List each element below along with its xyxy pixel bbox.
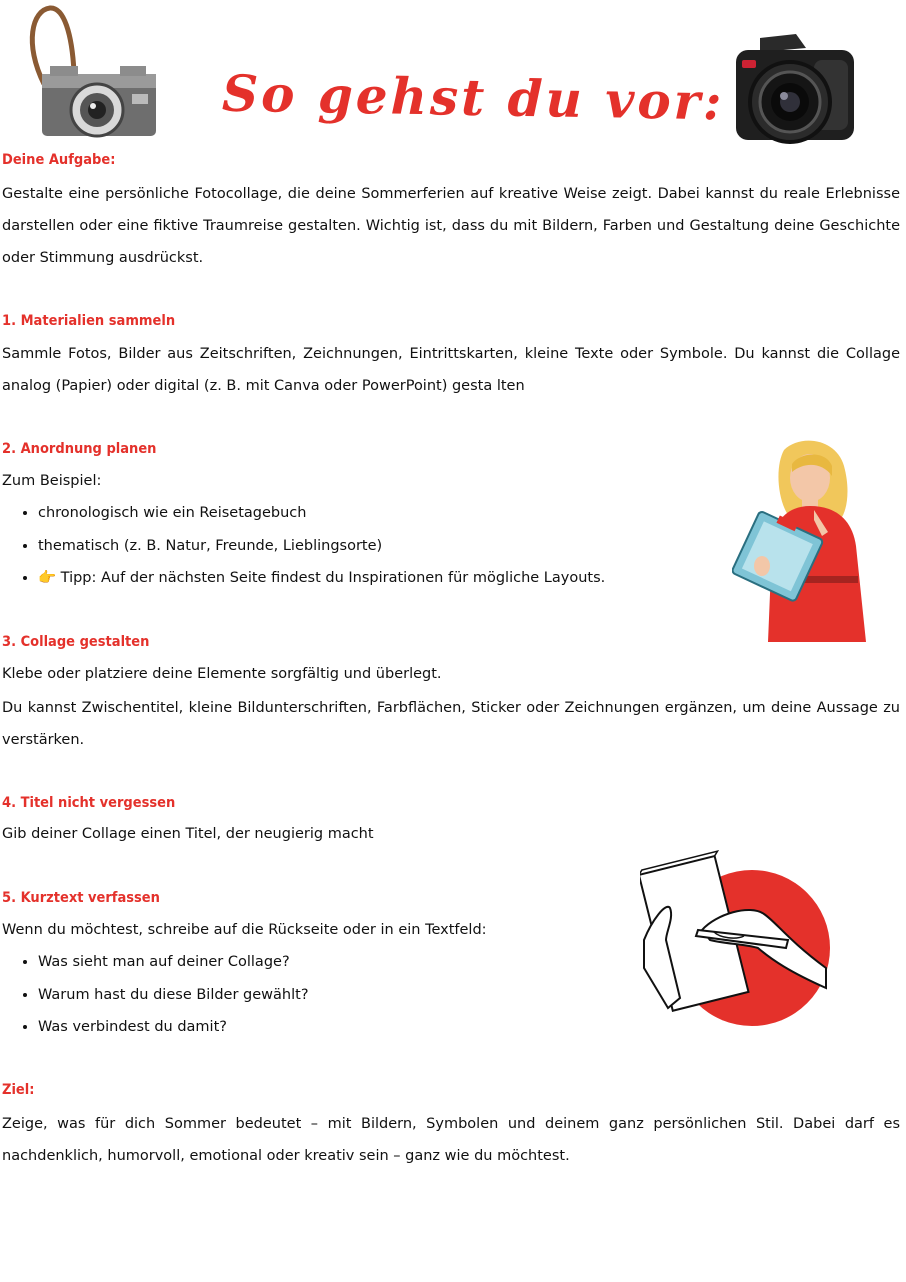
- step2-heading: 2. Anordnung planen: [2, 441, 157, 457]
- goal-text: Zeige, was für dich Sommer bedeutet – mit Bildern, Symbolen und deinem ganz persönlichen Stil. Dabei darf es nachdenklich, humorvoll, emotional oder kreativ sein – ganz wie du möchtest.: [2, 1116, 900, 1164]
- list-item: • thematisch (z. B. Natur, Freunde, Lieblingsorte): [38, 530, 605, 563]
- list-item: • chronologisch wie ein Reisetagebuch: [38, 497, 605, 530]
- step2-intro: Zum Beispiel:: [2, 473, 102, 489]
- page-title: So gehst du vor:: [221, 63, 726, 132]
- list-item: • 👉 Tipp: Auf der nächsten Seite findest du Inspirationen für mögliche Layouts.: [38, 562, 605, 595]
- step4-heading: 4. Titel nicht vergessen: [2, 795, 176, 811]
- step1-text: Sammle Fotos, Bilder aus Zeitschriften, Zeichnungen, Eintrittskarten, kleine Texte oder Symbole. Du kannst die Collage analog (Papier) oder digital (z. B. mit Canva oder PowerPoint) gesta lten: [2, 346, 900, 394]
- list-item: • Was verbindest du damit?: [38, 1011, 309, 1044]
- task-text: Gestalte eine persönliche Fotocollage, die deine Sommerferien auf kreative Weise zeigt. Dabei kannst du reale Erlebnisse darstellen oder eine fiktive Traumreise gestalten. Wichtig ist, dass du mit Bildern, Farben und Gestaltung deine Geschichte oder Stimmung ausdrückst.: [2, 186, 900, 266]
- task-heading: Deine Aufgabe:: [2, 152, 116, 168]
- hand-writing-illustration: [640, 848, 830, 1030]
- step5-list: [20, 946, 309, 1044]
- step5-intro: Wenn du möchtest, schreibe auf die Rückseite oder in ein Textfeld:: [2, 922, 487, 938]
- goal-heading: Ziel:: [2, 1082, 35, 1098]
- dslr-camera-icon: [730, 30, 860, 152]
- step1-heading: 1. Materialien sammeln: [2, 313, 176, 329]
- step2-list: [20, 497, 605, 595]
- retro-camera-icon: [14, 4, 160, 142]
- step5-heading: 5. Kurztext verfassen: [2, 890, 160, 906]
- woman-clipboard-illustration: [732, 436, 874, 642]
- list-item: • Warum hast du diese Bilder gewählt?: [38, 979, 309, 1012]
- step4-text: Gib deiner Collage einen Titel, der neugierig macht: [2, 826, 374, 842]
- step3-heading: 3. Collage gestalten: [2, 634, 150, 650]
- step3-line1: Klebe oder platziere deine Elemente sorgfältig und überlegt.: [2, 666, 442, 682]
- step3-text: Du kannst Zwischentitel, kleine Bildunterschriften, Farbflächen, Sticker oder Zeichnungen ergänzen, um deine Aussage zu verstärken.: [2, 700, 900, 748]
- list-item: • Was sieht man auf deiner Collage?: [38, 946, 309, 979]
